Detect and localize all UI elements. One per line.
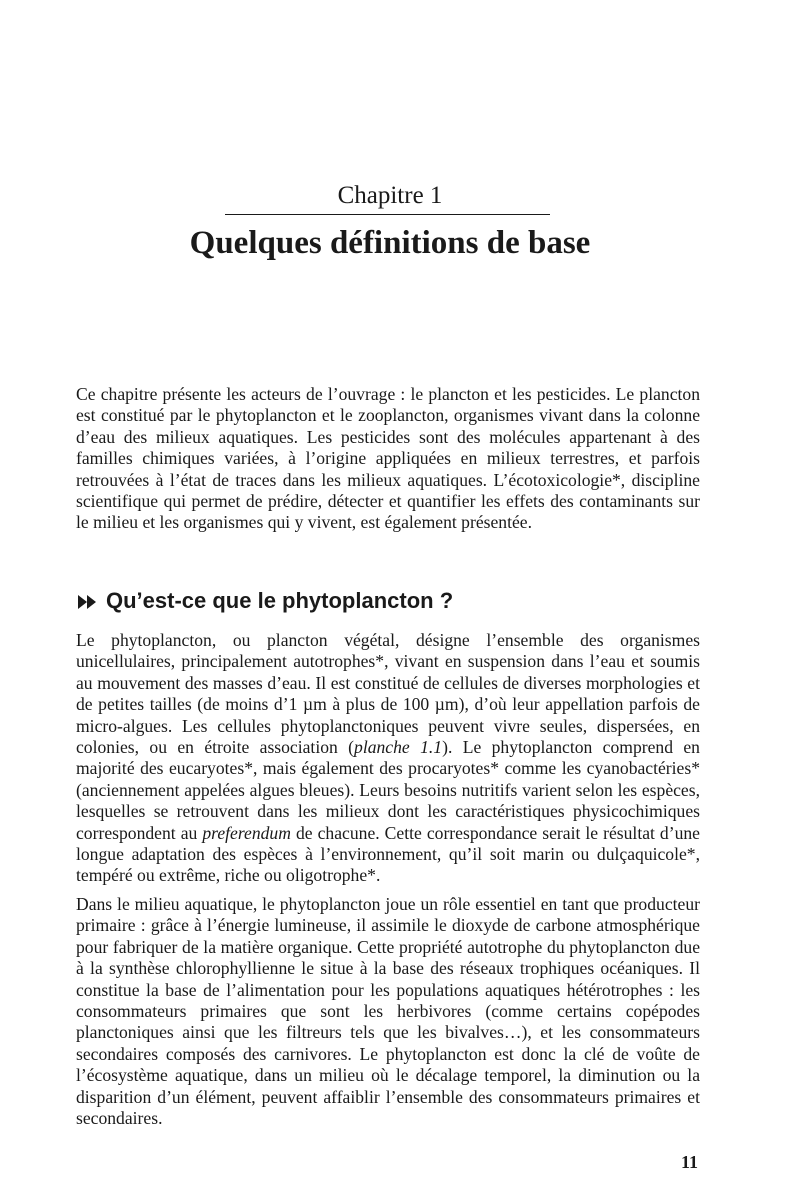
chapter-intro: Ce chapitre présente les acteurs de l’ouvrage : le plancton et les pesticides. Le plancton est constitué par le phytoplancton et le zooplancton, organismes vivant dans la colonne d’eau des milieux aquatiques. Les pesticides sont des molécules appartenant à des familles chimiques variées, à l’origine appliquées en milieux terrestres, et parfois retrouvées à l’état de traces dans les milieux aquatiques. L’écotoxicologie*, discipline scientifique qui permet de prédire, détecter et quantifier les effets des contaminants sur le milieu et les organismes qui y vivent, est également présentée.: [76, 384, 700, 533]
paragraph-text: de chacune. Cette correspondance serait le résultat d’une longue adaptation des espèces à l’environnement, qu’il soit marin ou dulçaquicole*, tempéré ou extrême, riche ou oligotrophe*.: [76, 822, 700, 886]
page-number: 11: [680, 1152, 698, 1172]
paragraph-text: Le phytoplancton, ou plancton végétal, désigne l’ensemble des organismes unicellulaires, principalement autotrophes*, vivant en suspension dans l’eau et soumis au mouvement des masses d’eau. Il est constitué de cellules de diverses morphologies et de petites tailles (de moins d’1 µm à plus de 100 µm), d’où leur appellation parfois de micro-algues. Les cellules phytoplanctoniques peuvent vivre seules, dispersées, en colonies, ou en étroite association (: [76, 630, 700, 758]
section-heading: [76, 586, 453, 616]
section-heading-text: Qu’est-ce que le phytoplancton ?: [106, 588, 454, 613]
paragraph: Dans le milieu aquatique, le phytoplancton joue un rôle essentiel en tant que producteur primaire : grâce à l’énergie lumineuse, il assimile le dioxyde de carbone atmosphérique pour fabriquer de la matière organique. Cette propriété autotrophe du phytoplancton due à la synthèse chlorophyllienne le situe à la base des réseaux trophiques océaniques. Il constitue la base de l’alimentation pour les populations aquatiques hétérotrophes : les consommateurs primaires que sont les herbivores (comme certains copépodes planctoniques ainsi que les filtreurs tels que les bivalves…), et les consommateurs secondaires composés des carnivores. Le phytoplancton est donc la clé de voûte de l’écosystème aquatique, dans un milieu où le décalage temporel, la diminution ou la disparition d’un élément, peuvent affaiblir l’ensemble des consommateurs primaires et secondaires.: [76, 893, 700, 1128]
chapter-label: Chapitre 1: [337, 182, 443, 209]
italic-term: preferendum: [202, 822, 291, 843]
paragraph: [76, 630, 700, 887]
chapter-title: Quelques définitions de base: [189, 225, 591, 261]
figure-reference: planche 1.1: [354, 737, 443, 758]
paragraph-text: ). Le phytoplancton comprend en majorité des eucaryotes*, mais également des procaryotes* comme les cyanobactéries* (anciennement appelées algues bleues). Leurs besoins nutritifs varient selon les espèces, lesquelles se retrouvent dans les milieux dont les caractéristiques physicochimiques correspondent au: [76, 737, 700, 843]
chapter-divider: [225, 214, 550, 215]
double-arrow-icon: [76, 593, 106, 611]
section-body: [76, 630, 700, 1129]
